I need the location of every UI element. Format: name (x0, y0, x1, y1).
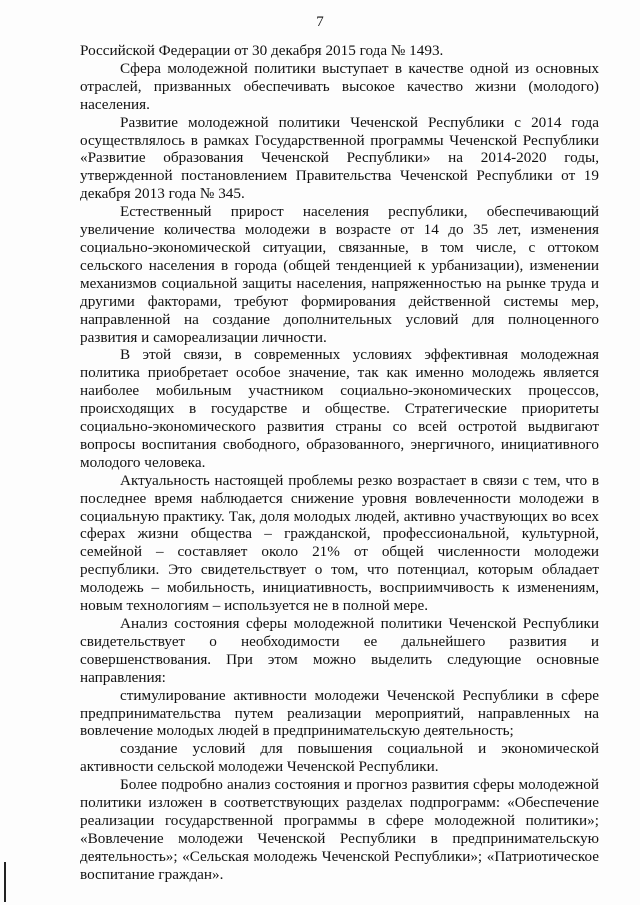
scan-edge-mark (4, 862, 6, 902)
paragraph-subprograms: Более подробно анализ состояния и прогноз развития сферы молодежной политики изложен в соответствующих разделах подпрограмм: «Обеспечение реализации государственной программы в сфере молодежной политики»; «Вовлечение молодежи Чеченской Республики в предпринимательскую деятельность»; «Сельская молодежь Чеченской Республики»; «Патриотическое воспитание граждан». (80, 776, 599, 883)
paragraph-youth-policy-sphere: Сфера молодежной политики выступает в качестве одной из основных отраслей, призванных обеспечивать высокое качество жизни (молодого) населения. (80, 59, 599, 113)
paragraph-policy-development: Развитие молодежной политики Чеченской Республики с 2014 года осуществлялось в рамках Государственной программы Чеченской Республики «Развитие образования Чеченской Республики» на 2014-2020 годы, утвержденной постановлением Правительства Чеченской Республики от 19 декабря 2013 года № 345. (80, 113, 599, 203)
page-number: 7 (316, 14, 324, 30)
paragraph-direction-rural-youth: создание условий для повышения социальной и экономической активности сельской молодежи Чеченской Республики. (80, 740, 599, 776)
paragraph-problem-relevance: Актуальность настоящей проблемы резко возрастает в связи с тем, что в последнее время наблюдается снижение уровня вовлеченности молодежи в социальную практику. Так, доля молодых людей, активно участвующих во всех сферах жизни общества – гражданской, профессиональной, культурной, семейной – составляет около 21% от общей численности молодежи республики. Это свидетельствует о том, что потенциал, которым обладает молодежь – мобильность, инициативность, восприимчивость к изменениям, новым технологиям – используется не в полной мере. (80, 471, 599, 615)
paragraph-direction-entrepreneurship: стимулирование активности молодежи Чеченской Республики в сфере предпринимательства путем реализации мероприятий, направленных на вовлечение молодых людей в предпринимательскую деятельность; (80, 686, 599, 740)
paragraph-effective-policy: В этой связи, в современных условиях эффективная молодежная политика приобретает особое значение, так как именно молодежь является наиболее мобильным участником социально-экономических процессов, происходящих в государстве и обществе. Стратегические приоритеты социально-экономического развития страны со всей остротой выдвигают вопросы воспитания свободного, образованного, энергичного, инициативного молодого человека. (80, 346, 599, 471)
document-body (80, 42, 599, 884)
paragraph-analysis: Анализ состояния сферы молодежной политики Чеченской Республики свидетельствует о необходимости ее дальнейшего развития и совершенствования. При этом можно выделить следующие основные направления: (80, 615, 599, 686)
paragraph-population-growth: Естественный прирост населения республики, обеспечивающий увеличение количества молодежи в возрасте от 14 до 35 лет, изменения социально-экономической ситуации, связанные, в том числе, с оттоком сельского населения в города (общей тенденцией к урбанизации), изменении механизмов социальной защиты населения, напряженностью на рынке труда и другими факторами, требуют формирования действенной системы мер, направленной на создание дополнительных условий для полноценного развития и самореализации личности. (80, 203, 599, 346)
paragraph-continuation: Российской Федерации от 30 декабря 2015 года № 1493. (80, 42, 444, 59)
